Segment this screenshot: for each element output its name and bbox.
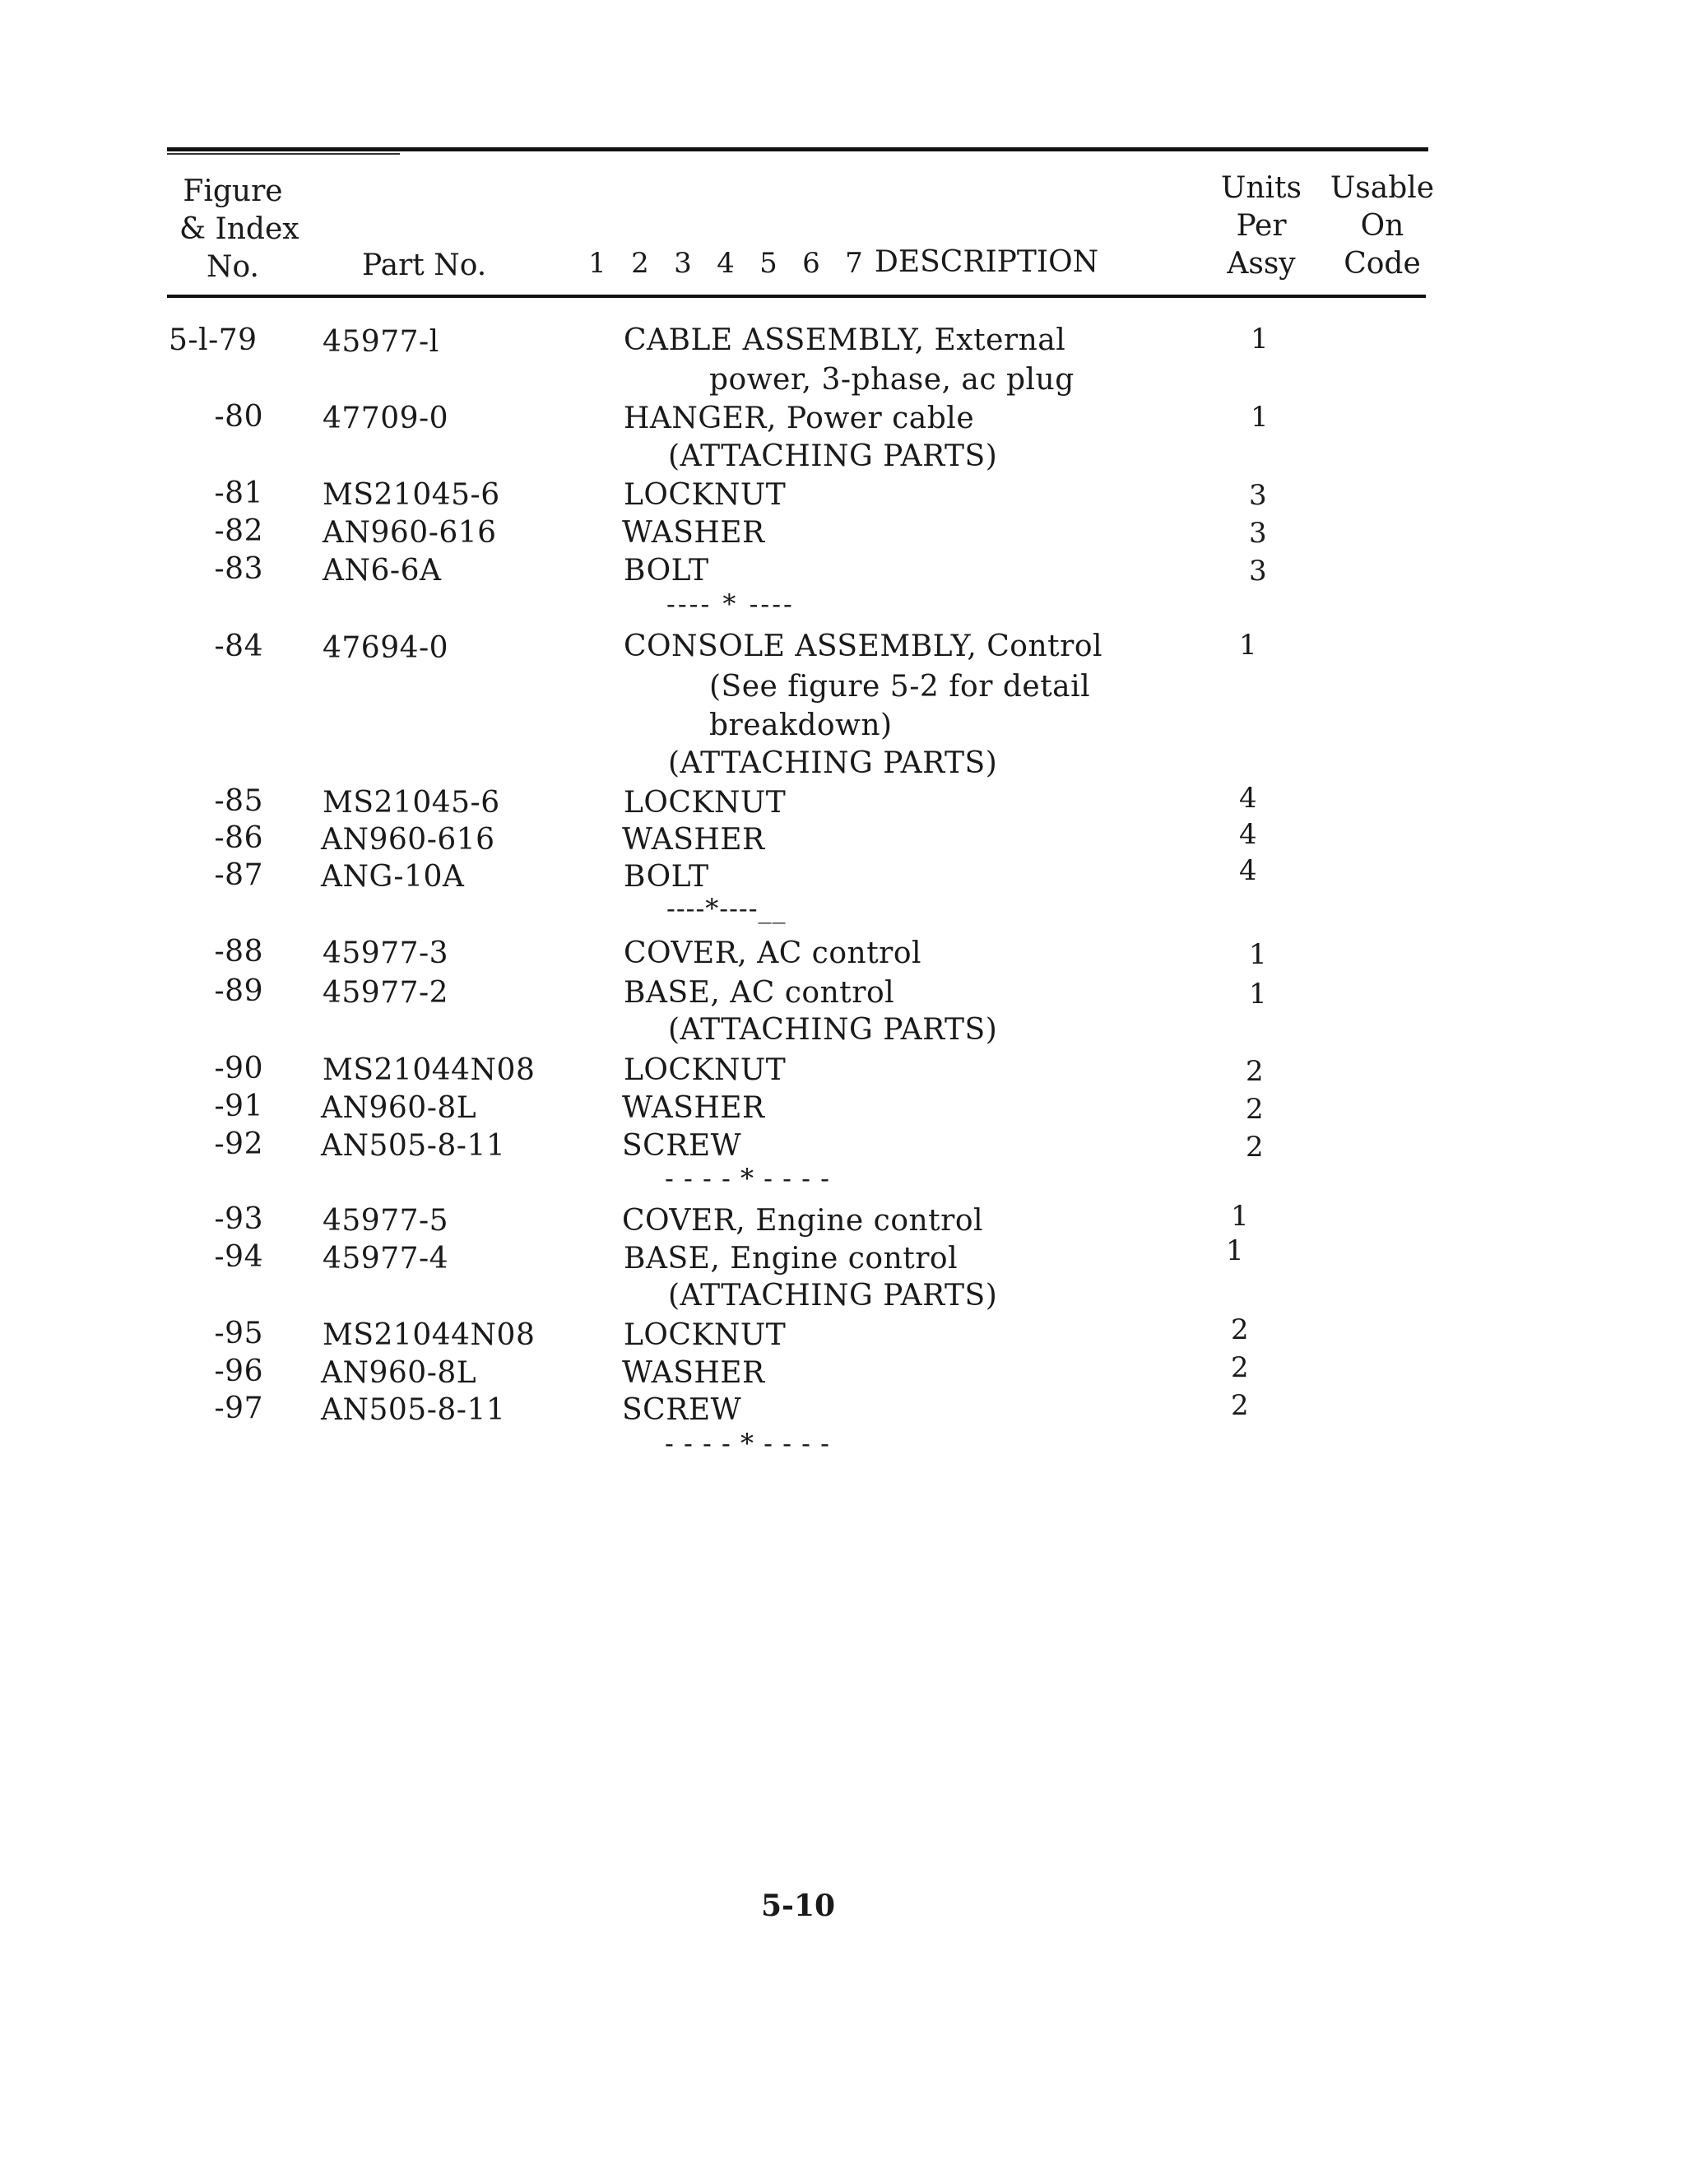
row-index: -97 [214,1392,263,1425]
figure-header-line3: No. [207,250,259,284]
row-description: HANGER, Power cable [624,402,975,435]
row-qty: 3 [1249,517,1268,550]
row-index: -88 [214,935,263,969]
row-index: -95 [214,1317,263,1350]
top-rule-short [167,153,400,155]
row-index: 5-l-79 [169,323,258,357]
row-part-no: AN960-616 [323,516,497,550]
row-qty: 1 [1249,978,1268,1011]
row-index: -80 [214,400,263,434]
row-part-no: AN505-8-11 [321,1129,506,1163]
indent-col-2: 2 [631,247,649,280]
row-description-cont: (ATTACHING PARTS) [668,1013,998,1047]
row-part-no: ANG-10A [321,860,465,894]
description-header: DESCRIPTION [875,245,1099,279]
figure-index-header [179,173,299,286]
indent-col-1: 1 [588,247,606,280]
row-index: -85 [214,784,263,818]
attaching-parts-separator: ----*----__ [666,893,787,924]
row-part-no: MS21045-6 [323,478,500,512]
row-qty: 1 [1251,401,1270,434]
row-qty: 1 [1231,1200,1250,1233]
row-part-no: AN960-616 [321,823,495,857]
indent-col-7: 7 [845,247,863,280]
row-index: -91 [214,1090,263,1123]
row-description-cont: (ATTACHING PARTS) [668,1279,998,1313]
row-description: LOCKNUT [624,478,787,512]
row-part-no: 45977-3 [323,936,449,970]
row-index: -81 [214,476,263,510]
indent-col-4: 4 [717,247,735,280]
indent-col-3: 3 [674,247,692,280]
usable-on-code-header [1325,170,1440,283]
row-part-no: 45977-2 [323,976,449,1010]
row-part-no: 47694-0 [323,631,449,665]
units-header-line2: Per [1236,209,1287,243]
row-qty: 2 [1246,1055,1265,1088]
row-index: -94 [214,1240,263,1274]
attaching-parts-separator: - - - - * - - - - [665,1163,830,1194]
figure-header-line2: & Index [179,212,299,246]
row-index: -86 [214,821,263,855]
row-description-cont: (ATTACHING PARTS) [668,746,998,780]
row-qty: 2 [1231,1351,1250,1384]
row-qty: 1 [1239,629,1258,662]
row-qty: 4 [1239,854,1258,887]
row-qty: 1 [1226,1234,1245,1267]
row-part-no: 45977-5 [323,1204,449,1238]
row-index: -82 [214,514,263,548]
row-qty: 3 [1249,479,1268,512]
row-description: BASE, Engine control [624,1242,959,1276]
row-part-no: MS21045-6 [323,786,500,820]
row-description-cont: (ATTACHING PARTS) [668,439,998,473]
row-qty: 1 [1249,938,1268,971]
part-no-header: Part No. [362,249,487,282]
row-description-cont: power, 3-phase, ac plug [709,363,1075,397]
units-header-line3: Assy [1227,247,1296,281]
row-part-no: MS21044N08 [323,1053,536,1087]
figure-header-line1: Figure [183,174,283,208]
row-description: BOLT [624,554,709,588]
row-description: WASHER [622,823,765,857]
row-description: COVER, AC control [624,936,922,970]
row-index: -84 [214,630,263,663]
row-part-no: 47709-0 [323,402,449,435]
row-part-no: AN505-8-11 [321,1393,506,1427]
row-description: WASHER [622,1091,765,1125]
row-description: CABLE ASSEMBLY, External [624,323,1066,357]
row-description-cont: (See figure 5-2 for detail [709,670,1091,704]
row-description: SCREW [622,1129,742,1163]
row-qty: 2 [1246,1093,1265,1126]
row-description: WASHER [622,1356,765,1390]
indent-col-5: 5 [759,247,778,280]
row-qty: 3 [1249,555,1268,588]
row-qty: 2 [1246,1131,1265,1164]
usable-header-line3: Code [1344,247,1421,281]
row-part-no: 45977-4 [323,1242,449,1276]
row-index: -92 [214,1127,263,1161]
top-rule [167,147,1428,151]
attaching-parts-separator: - - - - * - - - - [665,1428,830,1459]
row-description: LOCKNUT [624,1053,787,1087]
row-part-no: MS21044N08 [323,1318,536,1352]
row-description-cont: breakdown) [709,709,893,742]
usable-header-line2: On [1360,209,1404,243]
row-part-no: AN960-8L [321,1091,477,1125]
row-part-no: 45977-l [323,325,439,359]
header-rule [167,295,1426,298]
row-index: -83 [214,552,263,586]
usable-header-line1: Usable [1330,171,1435,205]
units-header-line1: Units [1221,171,1302,205]
page-number: 5-10 [760,1889,836,1923]
row-part-no: AN6-6A [323,554,442,588]
row-qty: 2 [1231,1313,1250,1346]
units-per-assy-header [1208,170,1315,283]
row-index: -93 [214,1202,263,1236]
row-index: -90 [214,1052,263,1085]
row-qty: 1 [1251,323,1270,355]
row-index: -96 [214,1355,263,1388]
row-description: SCREW [622,1393,742,1427]
row-description: WASHER [622,516,765,550]
row-qty: 4 [1239,782,1258,815]
indent-columns-header [576,247,875,280]
row-description: BASE, AC control [624,976,895,1010]
row-description: LOCKNUT [624,786,787,820]
row-description: BOLT [624,860,709,894]
row-qty: 4 [1239,818,1258,851]
row-description: COVER, Engine control [622,1204,984,1238]
row-description: LOCKNUT [624,1318,787,1352]
indent-col-6: 6 [802,247,820,280]
row-index: -87 [214,858,263,892]
row-part-no: AN960-8L [321,1356,477,1390]
row-description: CONSOLE ASSEMBLY, Control [624,630,1103,663]
row-index: -89 [214,974,263,1008]
attaching-parts-separator: ---- * ---- [666,588,795,620]
row-qty: 2 [1231,1389,1250,1422]
